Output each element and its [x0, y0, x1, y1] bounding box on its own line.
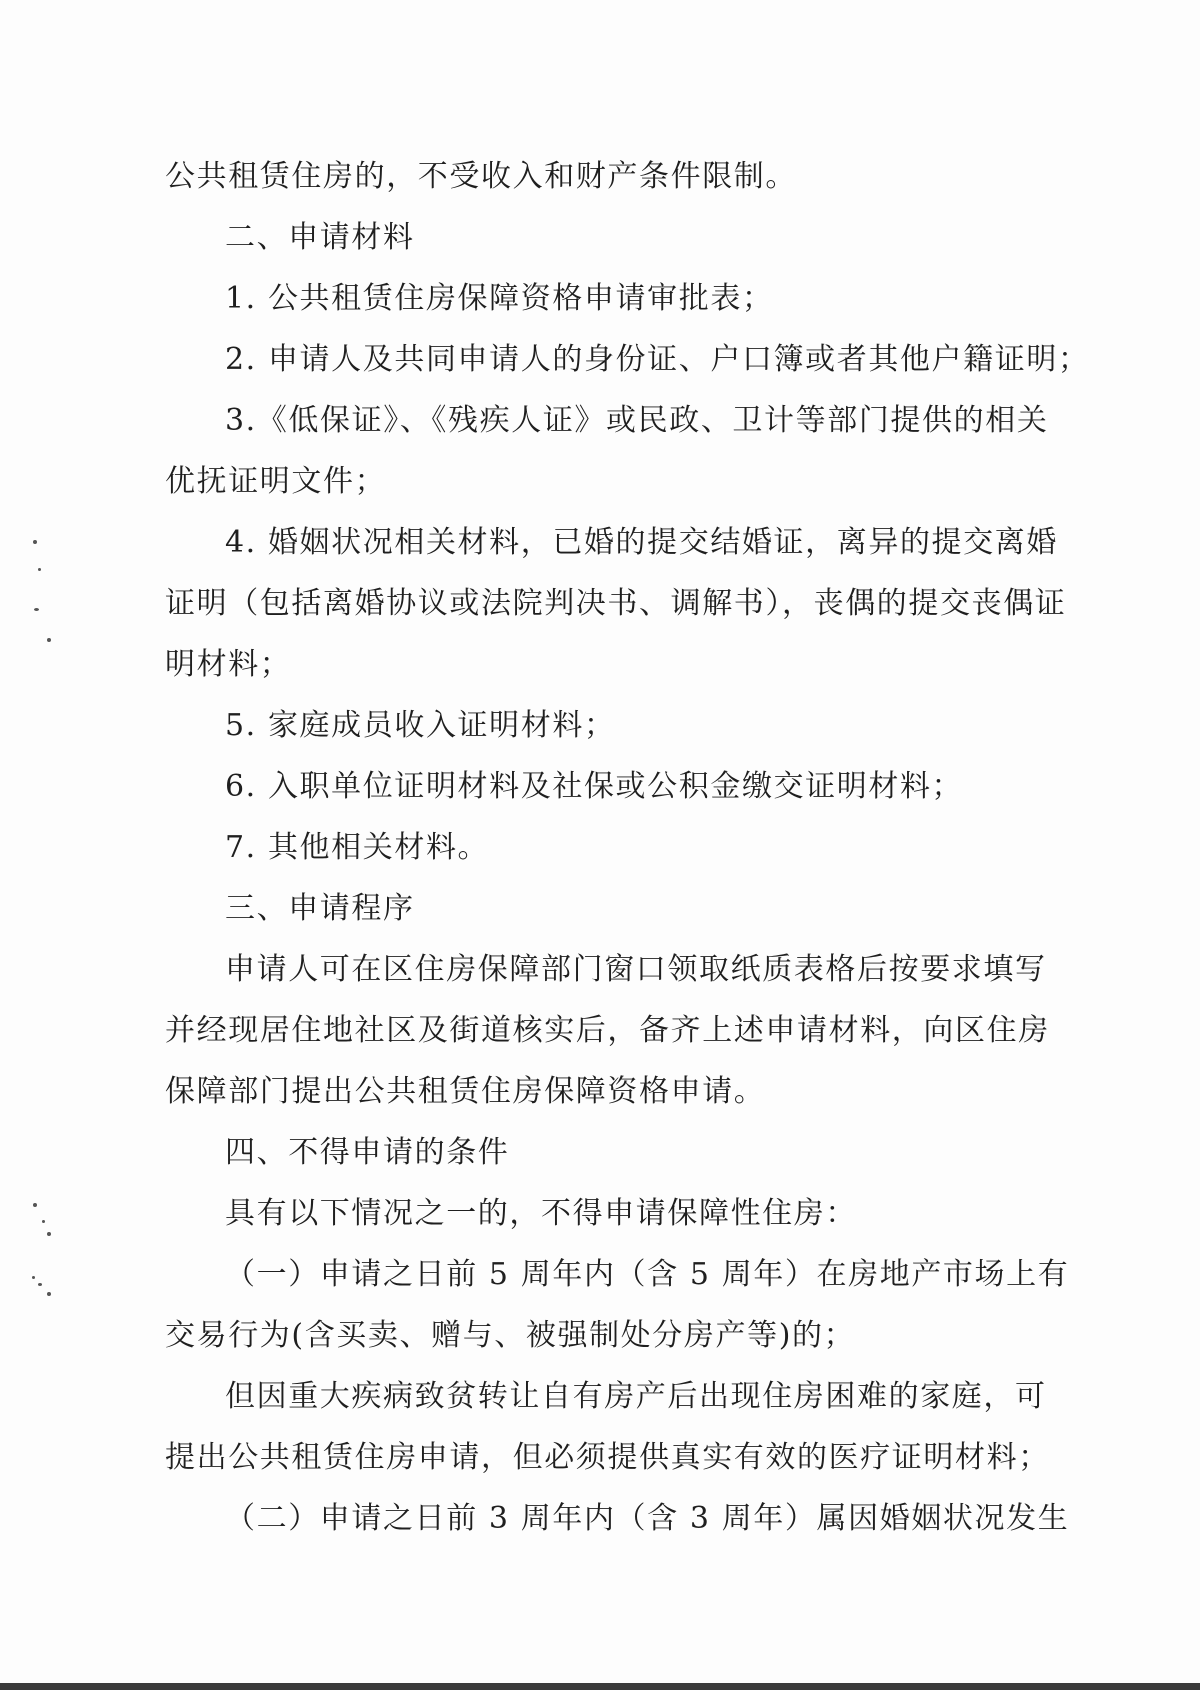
scan-speck: [42, 1220, 45, 1223]
scan-speck: [33, 1203, 37, 1207]
list-item-7: 7. 其他相关材料。: [225, 830, 490, 865]
list-item-3: 3.《低保证》、《残疾人证》或民政、卫计等部门提供的相关: [225, 403, 1049, 438]
scan-speck: [33, 540, 37, 544]
list-item-4: 4. 婚姻状况相关材料，已婚的提交结婚证，离异的提交离婚: [225, 525, 1058, 560]
scan-speck: [47, 1232, 51, 1236]
restriction-1: （一）申请之日前 5 周年内（含 5 周年）在房地产市场上有: [225, 1257, 1070, 1292]
procedure-paragraph-line-2: 并经现居住地社区及街道核实后，备齐上述申请材料，向区住房: [165, 1013, 1050, 1048]
restriction-1-exception: 但因重大疾病致贫转让自有房产后出现住房困难的家庭，可: [225, 1379, 1047, 1414]
list-item-3-cont: 优抚证明文件；: [165, 464, 387, 499]
section-heading-restrictions: 四、不得申请的条件: [225, 1135, 510, 1170]
scan-speck: [47, 638, 51, 642]
restrictions-intro: 具有以下情况之一的，不得申请保障性住房：: [225, 1196, 857, 1231]
scan-speck: [47, 1292, 51, 1296]
scan-bottom-edge: [0, 1683, 1200, 1690]
restriction-2: （二）申请之日前 3 周年内（含 3 周年）属因婚姻状况发生: [225, 1501, 1070, 1536]
scan-speck: [32, 1276, 35, 1279]
scan-speck: [34, 608, 39, 611]
procedure-paragraph-line-1: 申请人可在区住房保障部门窗口领取纸质表格后按要求填写: [225, 952, 1047, 987]
section-heading-materials: 二、申请材料: [225, 220, 415, 255]
list-item-4-cont-1: 证明（包括离婚协议或法院判决书、调解书），丧偶的提交丧偶证: [165, 586, 1067, 621]
list-item-1: 1. 公共租赁住房保障资格申请审批表；: [225, 281, 774, 316]
restriction-1-cont: 交易行为(含买卖、赠与、被强制处分房产等)的；: [165, 1318, 856, 1353]
scan-speck: [38, 568, 41, 571]
text-line-1: 公共租赁住房的，不受收入和财产条件限制。: [165, 159, 797, 194]
scan-speck: [38, 1283, 42, 1286]
list-item-4-cont-2: 明材料；: [165, 647, 292, 682]
restriction-1-exception-cont: 提出公共租赁住房申请，但必须提供真实有效的医疗证明材料；: [165, 1440, 1050, 1475]
list-item-2: 2. 申请人及共同申请人的身份证、户口簿或者其他户籍证明；: [225, 342, 1090, 377]
section-heading-procedure: 三、申请程序: [225, 891, 415, 926]
list-item-5: 5. 家庭成员收入证明材料；: [225, 708, 616, 743]
list-item-6: 6. 入职单位证明材料及社保或公积金缴交证明材料；: [225, 769, 964, 804]
procedure-paragraph-line-3: 保障部门提出公共租赁住房保障资格申请。: [165, 1074, 766, 1109]
